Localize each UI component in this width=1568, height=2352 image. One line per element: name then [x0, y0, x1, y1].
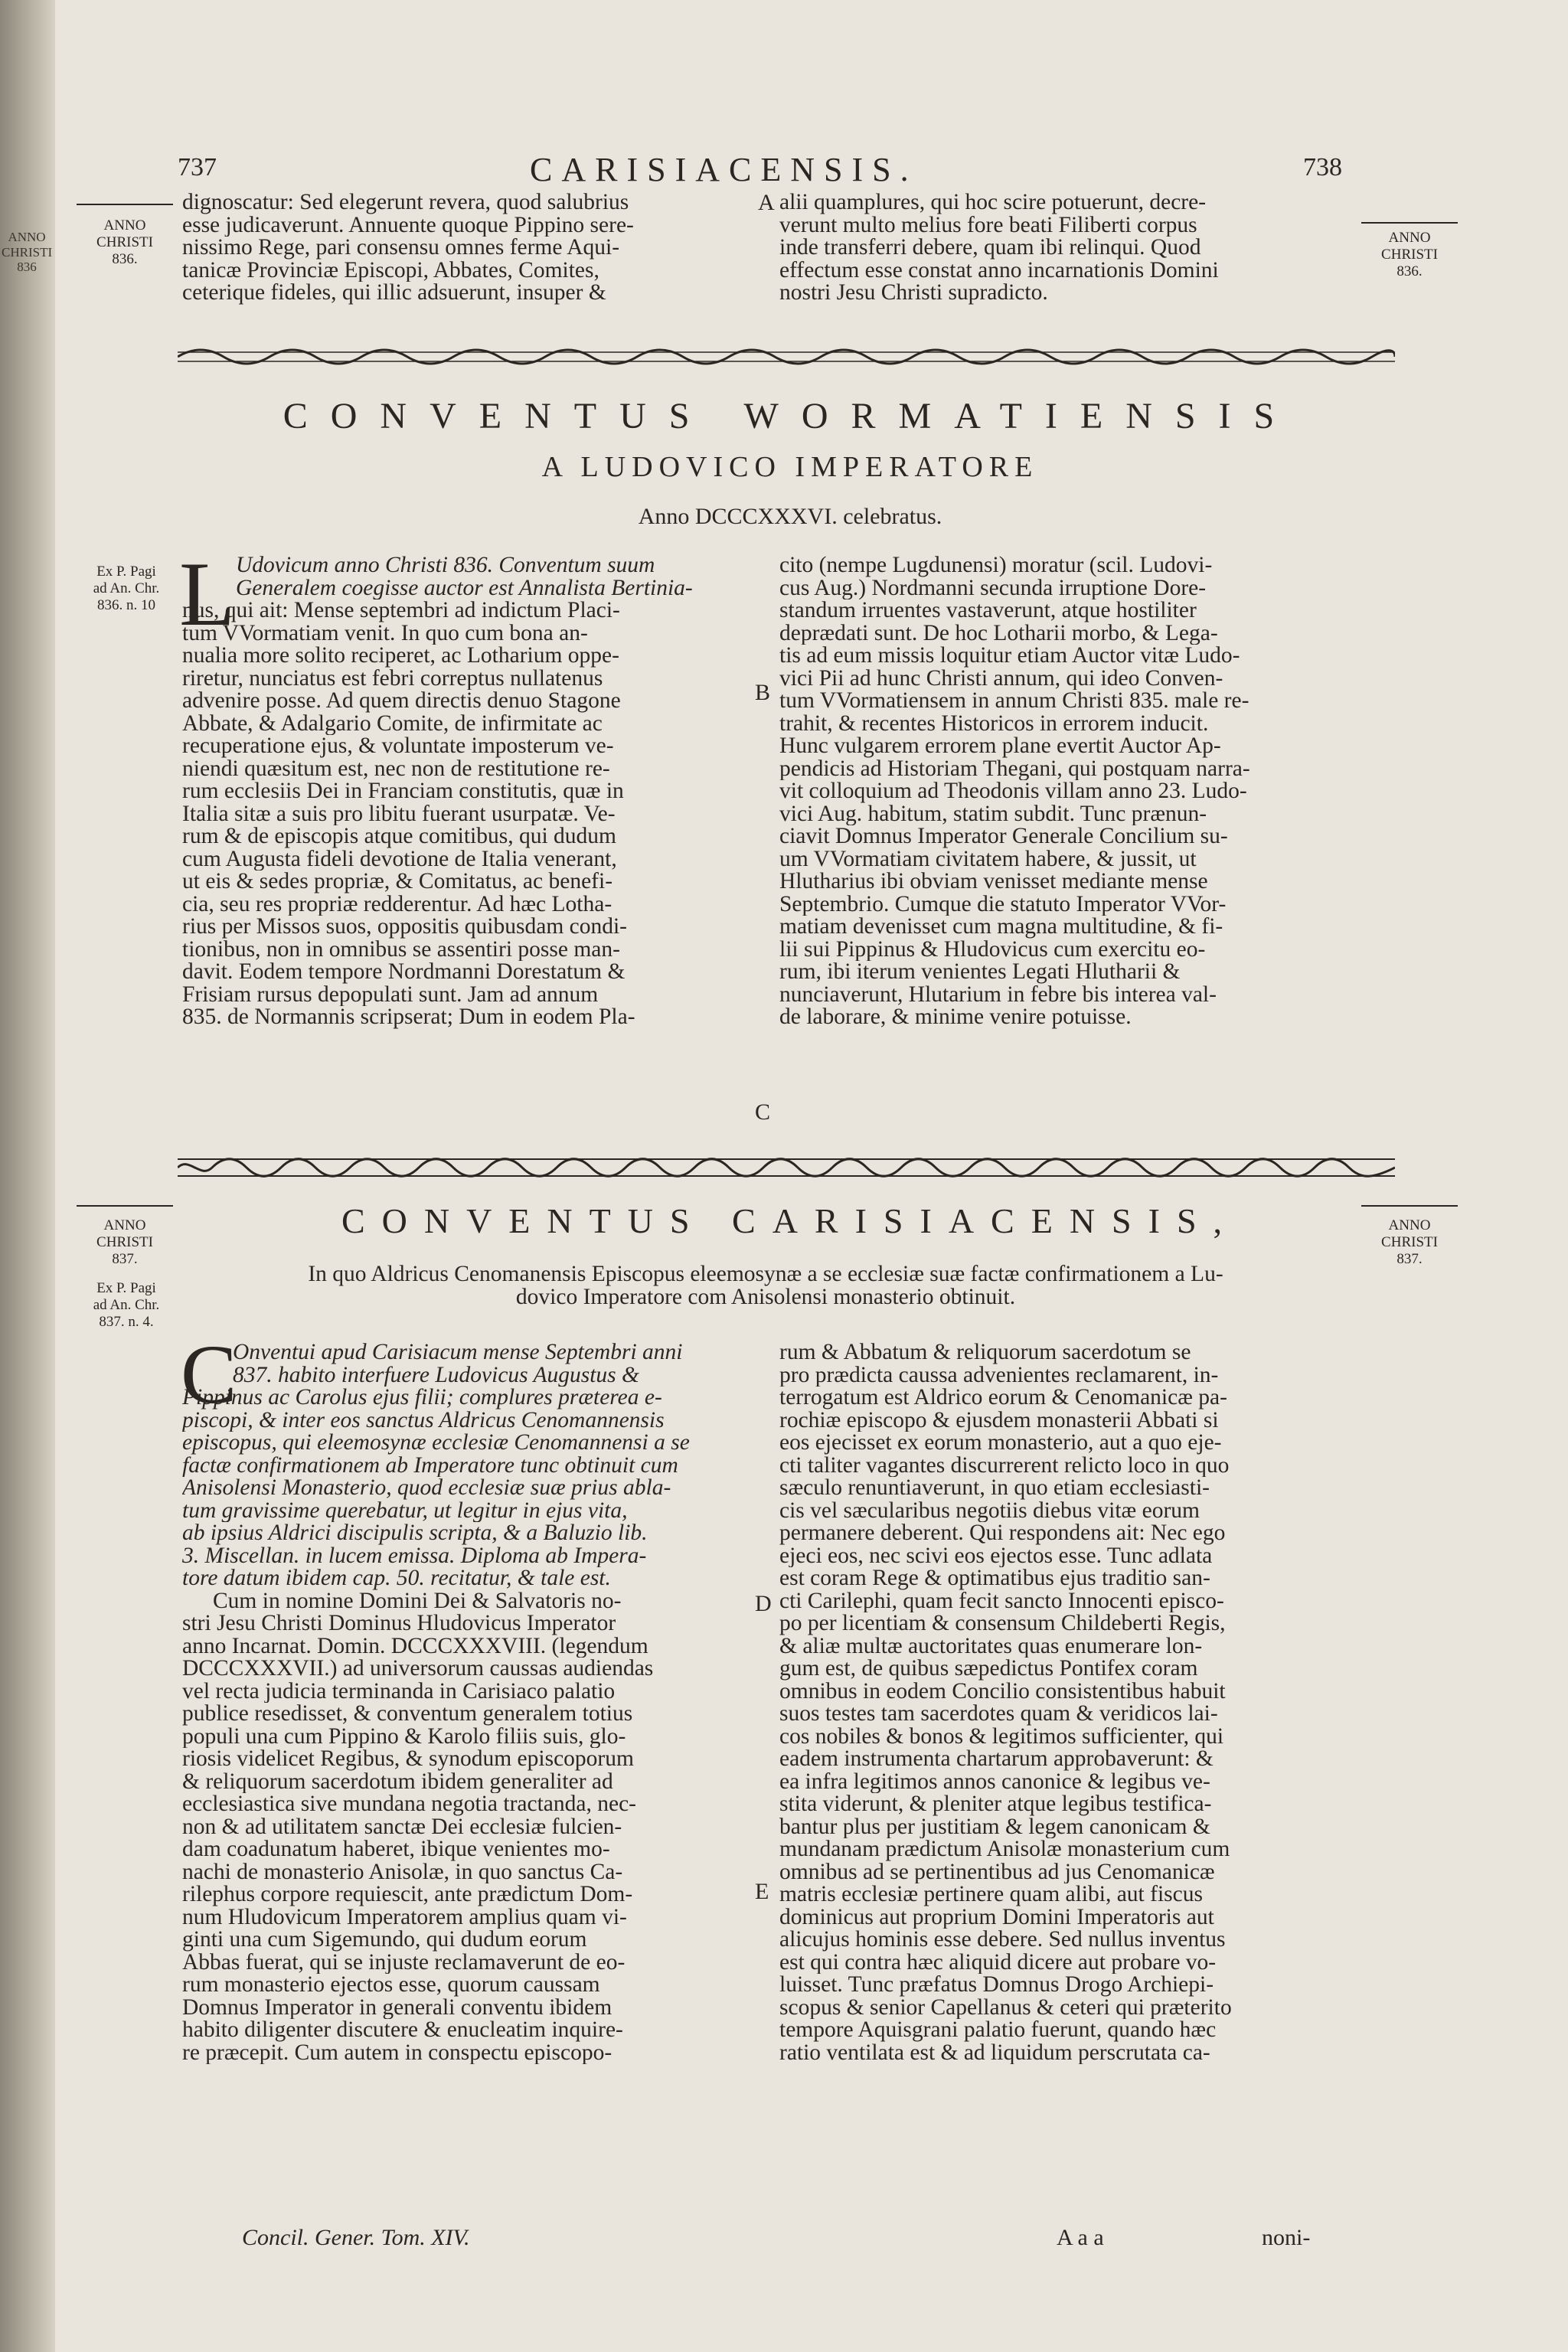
section2-title: CONVENTUS CARISIACENSIS,	[341, 1201, 1240, 1240]
footer-signature: A a a	[1057, 2225, 1104, 2250]
top-right-column: alii quamplures, qui hoc scire potuerunt, decre- verunt multo melius fore beati Filiberti corpus inde transferri debere, quam ibi relinqui. Quod effectum esse constat anno incarnationis Domini nostri Jesu Christi supradicto.	[779, 191, 1219, 305]
section2-margin-left: ANNO CHRISTI 837.	[96, 1217, 153, 1267]
section1-subtitle: A LUDOVICO IMPERATORE	[541, 451, 1039, 483]
margin-note-top-left: ANNO CHRISTI 836.	[96, 217, 153, 267]
right-page-number: 738	[1303, 153, 1342, 181]
binding-margin-note: ANNO CHRISTI 836	[2, 230, 52, 275]
section-marker-e: E	[755, 1879, 769, 1904]
section1-title: CONVENTUS WORMATIENSIS	[283, 396, 1298, 436]
section-marker-b: B	[755, 680, 771, 705]
section2-right-column: rum & Abbatum & reliquorum sacerdotum se pro prædicta caussa advenientes reclamarent, in- terrogatum est Aldrico eorum & Cenomanicæ pa- rochiæ episcopo & ejusdem monasterii Abbati si eos ejecisset ex eorum monasterio, aut a quo eje- cti taliter vagantes discurrerent relicto loco in quo sæculo renuntiaverunt, in quo etiam ecclesiasti- cis vel sæcularibus negotiis diebus vitæ eorum permanere deberent. Qui respondens ait: Nec ego ejeci eos, nec scivi eos ejectos esse. Tunc adlata est coram Rege & optimatibus ejus traditio san- cti Carilephi, quam fecit sancto Innocenti episco- po per licentiam & consensum Childeberti Regis, & aliæ multæ auctoritates quas enumerare lon- gum est, de quibus sæpedictus Pontifex coram omnibus in eodem Concilio consistentibus habuit suos testes tam sacerdotes quam & veridicos lai- cos nobiles & bonos & legitimos sufficienter, qui eadem instrumenta chartarum approbaverunt: & ea infra legitimos annos canonice & legibus ve- stita viderunt, & pleniter atque legibus testifica- bantur plus per justitiam & legem canonicam & mundanam prædictum Anisolæ monasterium cum omnibus ad se pertinentibus ad jus Cenomanicæ matris ecclesiæ pertinere quam alibi, aut fiscus dominicus aut proprium Domini Imperatoris aut alicujus hominis esse debere. Sed nullus inventus est qui contra hæc aliquid dicere aut probare vo- luisset. Tunc præfatus Domnus Drogo Archiepi- scopus & senior Capellanus & ceteri qui præterito tempore Aquisgrani palatio fuerunt, quando hæc ratio ventilata est & ad liquidum perscrutata ca-	[779, 1341, 1232, 2064]
ornament-band-2	[178, 1156, 1395, 1179]
section2-left-column: Onventui apud Carisiacum mense Septembri anni 837. habito interfuere Ludovicus Augustus & Pippinus ac Carolus ejus filii; complures præterea e- piscopi, & inter eos sanctus Aldricus Cenomannensis episcopus, qui eleemosynæ ecclesiæ Cenomannensi a se factæ confirmationem ab Imperatore tunc obtinuit cum Anisolensi Monasterio, quod ecclesiæ suæ prius abla- tum gravissime querebatur, ut legitur in ejus vita, ab ipsius Aldrici discipulis scripta, & a Baluzio lib. 3. Miscellan. in lucem emissa. Diploma ab Impera- tore datum ibidem cap. 50. recitatur, & tale est. Cum in nomine Domini Dei & Salvatoris no- stri Jesu Christi Dominus Hludovicus Imperator anno Incarnat. Domin. DCCCXXXVIII. (legendum DCCCXXXVII.) ad universorum caussas audiendas vel recta judicia terminanda in Carisiaco palatio publice resedisset, & conventum generalem totius populi una cum Pippino & Karolo filiis suis, glo- riosis videlicet Regibus, & synodum episcoporum & reliquorum sacerdotum ibidem generaliter ad ecclesiastica sive mundana negotia tractanda, nec- non & ad utilitatem sanctæ Dei ecclesiæ fulcien- dam coadunatum haberet, ibique venientes mo- nachi de monasterio Anisolæ, in quo sanctus Ca- rilephus corpore requiescit, ante prædictum Dom- num Hludovicum Imperatorem amplius quam vi- ginti una cum Sigemundo, qui dudum eorum Abbas fuerat, qui se injuste reclamaverunt de eo- rum monasterio ejectos esse, quorum caussam Domnus Imperator in generali conventu ibidem habito diligenter discutere & enucleatim inquire- re præcepit. Cum autem in conspectu episcopo-	[182, 1341, 690, 2064]
section1-dropcap: L	[179, 543, 236, 645]
section-marker-d: D	[755, 1591, 772, 1616]
left-page-number: 737	[178, 153, 217, 181]
right-margin-rule	[1361, 222, 1458, 224]
section1-date: Anno DCCCXXXVI. celebratus.	[638, 504, 942, 529]
book-page	[55, 0, 1568, 2352]
section2-subtitle: In quo Aldricus Cenomanensis Episcopus eleemosynæ a se ecclesiæ suæ factæ confirmationem a Lu- dovico Imperatore com Anisolensi monasterio obtinuit.	[308, 1263, 1223, 1308]
top-left-column: dignoscatur: Sed elegerunt revera, quod salubrius esse judicaverunt. Annuente quoque Pippino sere- nissimo Rege, pari consensu omnes ferme Aqui- tanicæ Provinciæ Episcopi, Abbates, Comites, ceterique fideles, qui illic adsuerunt, insuper &	[182, 191, 634, 305]
footer-volume: Concil. Gener. Tom. XIV.	[242, 2225, 470, 2250]
ornament-band-1	[178, 346, 1395, 368]
footer-catchword: noni-	[1262, 2225, 1311, 2250]
section1-right-column: cito (nempe Lugdunensi) moratur (scil. Ludovi- cus Aug.) Nordmanni secunda irruptione Dore- standum irruentes vastaverunt, atque hostiliter deprædati sunt. De hoc Lotharii morbo, & Lega- tis ad eum missis loquitur etiam Auctor vitæ Ludo- vici Pii ad hunc Christi annum, qui ideo Conven- tum VVormatiensem in annum Christi 835. male re- trahit, & recentes Historicos in errorem inducit. Hunc vulgarem errorem plane evertit Auctor Ap- pendicis ad Historiam Thegani, qui postquam narra- vit colloquium ad Theodonis villam anno 23. Ludo- vici Aug. habitum, statim subdit. Tunc prænun- ciavit Domnus Imperator Generale Concilium su- um VVormatiam civitatem habere, & jussit, ut Hlutharius ibi obviam venisset mediante mense Septembrio. Cumque die statuto Imperator VVor- matiam devenisset cum magna multitudine, & fi- lii sui Pippinus & Hludovicus cum exercitu eo- rum, ibi iterum venientes Legati Hlutharii & nunciaverunt, Hlutarium in febre bis interea val- de laborare, & minime venire potuisse.	[779, 554, 1250, 1029]
section1-left-column: Udovicum anno Christi 836. Conventum suum Generalem coegisse auctor est Annalista Bertinia- nus, qui ait: Mense septembri ad indictum Placi- tum VVormatiam venit. In quo cum bona an- nualia more solito reciperet, ac Lotharium oppe- riretur, nunciatus est febri correptus nullatenus advenire posse. Ad quem directis denuo Stagone Abbate, & Adalgario Comite, de infirmitate ac recuperatione ejus, & voluntate imposterum ve- niendi quæsitum est, nec non de restitutione re- rum ecclesiis Dei in Franciam constitutis, quæ in Italia sitæ a suis pro libitu fuerant usurpatæ. Ve- rum & de episcopis atque comitibus, qui dudum cum Augusta fideli devotione de Italia venerant, ut eis & sedes propriæ, & Comitatus, ac benefi- cia, seu res propriæ redderentur. Ad hæc Lotha- rius per Missos suos, oppositis quibusdam condi- tionibus, non in omnibus se assentiri posse man- davit. Eodem tempore Nordmanni Dorestatum & Frisiam rursus depopulati sunt. Jam ad annum 835. de Normannis scripserat; Dum in eodem Pla-	[182, 554, 693, 1029]
left-margin-rule	[77, 204, 173, 205]
margin-note-top-right: ANNO CHRISTI 836.	[1381, 230, 1438, 279]
section2-left-margin-rule	[77, 1205, 173, 1207]
section2-margin-note: Ex P. Pagi ad An. Chr. 837. n. 4.	[93, 1280, 160, 1330]
book-gutter	[0, 0, 55, 2352]
section2-margin-right: ANNO CHRISTI 837.	[1381, 1217, 1438, 1267]
section2-dropcap: C	[181, 1328, 237, 1421]
section1-margin-note: Ex P. Pagi ad An. Chr. 836. n. 10	[93, 564, 160, 613]
running-title: CARISIACENSIS.	[530, 151, 918, 188]
section-marker-c: C	[755, 1099, 771, 1125]
section-marker-a: A	[758, 190, 775, 215]
